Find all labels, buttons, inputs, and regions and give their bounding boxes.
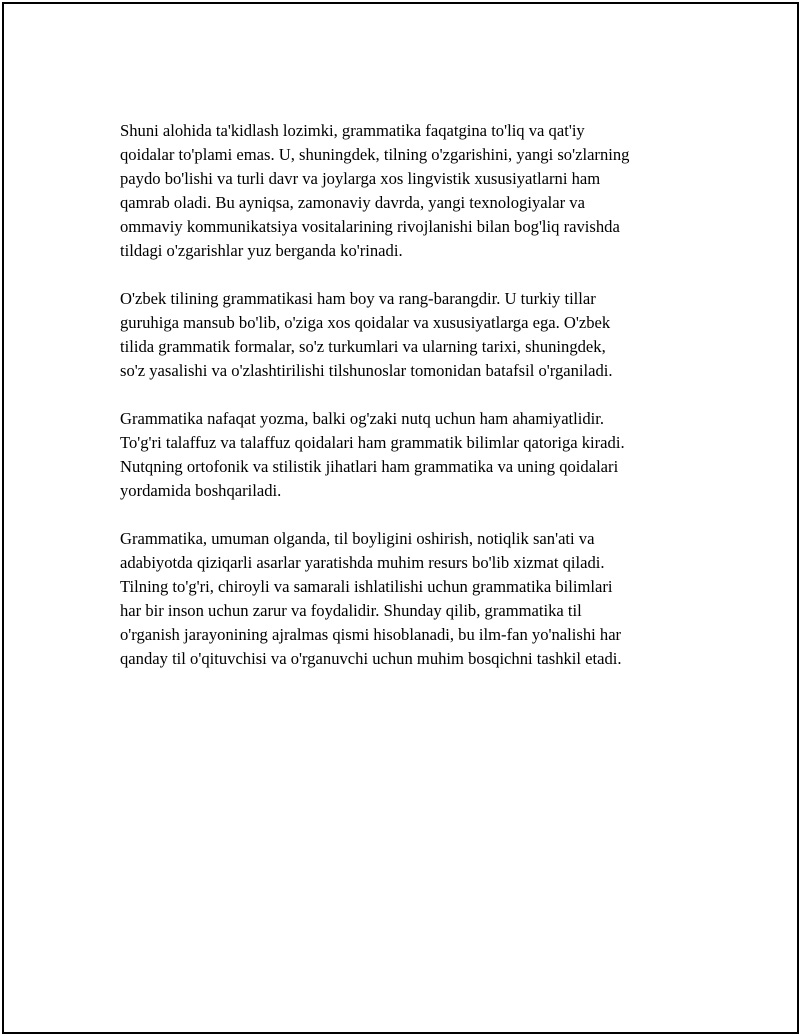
paragraph-1 [120, 119, 700, 263]
text-line: adabiyotda qiziqarli asarlar yaratishda muhim resurs bo'lib xizmat qiladi. [120, 553, 605, 572]
text-line: qoidalar to'plami emas. U, shuningdek, tilning o'zgarishini, yangi so'zlarning [120, 145, 630, 164]
text-line: guruhiga mansub bo'lib, o'ziga xos qoidalar va xususiyatlarga ega. O'zbek [120, 313, 611, 332]
paragraph-2 [120, 287, 700, 383]
text-line: o'rganish jarayonining ajralmas qismi hisoblanadi, bu ilm-fan yo'nalishi har [120, 625, 622, 644]
text-line: Grammatika, umuman olganda, til boyligini oshirish, notiqlik san'ati va [120, 529, 595, 548]
text-line: Grammatika nafaqat yozma, balki og'zaki nutq uchun ham ahamiyatlidir. [120, 409, 605, 428]
text-line: Tilning to'g'ri, chiroyli va samarali ishlatilishi uchun grammatika bilimlari [120, 577, 613, 596]
text-line: tildagi o'zgarishlar yuz berganda ko'rinadi. [120, 241, 403, 260]
text-line: qanday til o'qituvchisi va o'rganuvchi uchun muhim bosqichni tashkil etadi. [120, 649, 622, 668]
text-line: To'g'ri talaffuz va talaffuz qoidalari ham grammatik bilimlar qatoriga kiradi. [120, 433, 625, 452]
text-line: O'zbek tilining grammatikasi ham boy va rang-barangdir. U turkiy tillar [120, 289, 596, 308]
text-line: ommaviy kommunikatsiya vositalarining rivojlanishi bilan bog'liq ravishda [120, 217, 620, 236]
text-line: har bir inson uchun zarur va foydalidir. Shunday qilib, grammatika til [120, 601, 582, 620]
text-line: Nutqning ortofonik va stilistik jihatlari ham grammatika va uning qoidalari [120, 457, 619, 476]
text-line: qamrab oladi. Bu ayniqsa, zamonaviy davrda, yangi texnologiyalar va [120, 193, 585, 212]
text-line: Shuni alohida ta'kidlash lozimki, grammatika faqatgina to'liq va qat'iy [120, 121, 585, 140]
text-line: so'z yasalishi va o'zlashtirilishi tilshunoslar tomonidan batafsil o'rganiladi. [120, 361, 613, 380]
text-line: paydo bo'lishi va turli davr va joylarga xos lingvistik xususiyatlarni ham [120, 169, 601, 188]
paragraph-3 [120, 407, 700, 503]
page-frame [2, 2, 799, 1034]
text-line: yordamida boshqariladi. [120, 481, 282, 500]
text-line: tilida grammatik formalar, so'z turkumlari va ularning tarixi, shuningdek, [120, 337, 606, 356]
document-body [120, 119, 700, 695]
paragraph-4 [120, 527, 700, 671]
